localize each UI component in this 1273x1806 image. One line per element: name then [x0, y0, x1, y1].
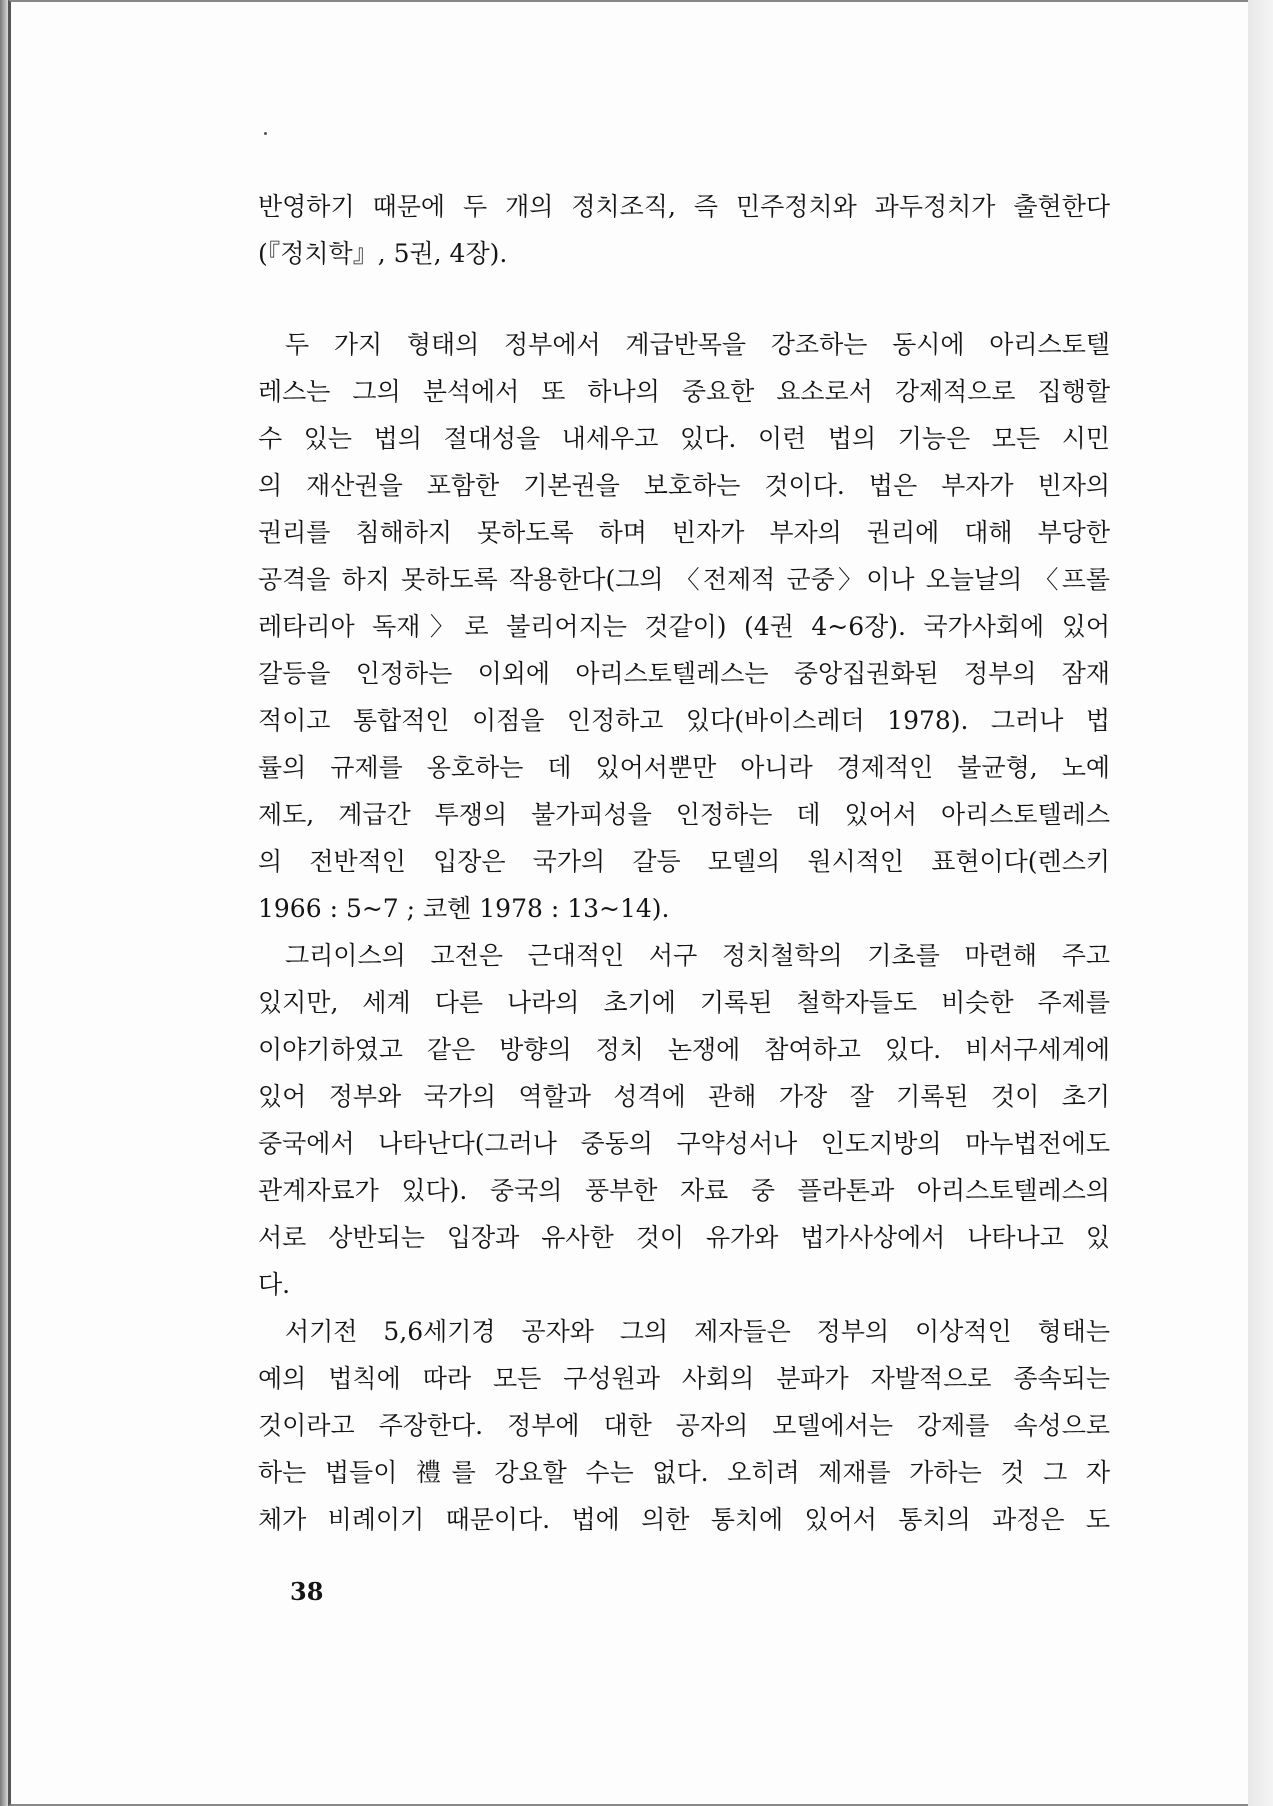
text-line: 하는 법들이 禮를 강요할 수는 없다. 오히려 제재를 가하는 것 그 자: [258, 1458, 1110, 1487]
paragraph-first-line: 서기전 5,6세기경 공자와 그의 제자들은 정부의 이상적인 형태는: [285, 1317, 1110, 1346]
text-line: 체가 비례이기 때문이다. 법에 의한 통치에 있어서 통치의 과정은 도: [258, 1505, 1110, 1534]
scan-speck: [264, 132, 267, 135]
text-line: 서로 상반되는 입장과 유사한 것이 유가와 법가사상에서 나타나고 있: [258, 1223, 1110, 1252]
paragraph-first-line: 두 가지 형태의 정부에서 계급반목을 강조하는 동시에 아리스토텔: [285, 330, 1110, 359]
text-line: 다.: [258, 1270, 291, 1299]
text-line: 갈등을 인정하는 이외에 아리스토텔레스는 중앙집권화된 정부의 잠재: [258, 659, 1110, 688]
text-line: 률의 규제를 옹호하는 데 있어서뿐만 아니라 경제적인 불균형, 노예: [258, 753, 1110, 782]
text-line: 의 재산권을 포함한 기본권을 보호하는 것이다. 법은 부자가 빈자의: [258, 471, 1110, 500]
text-line: 관계자료가 있다). 중국의 풍부한 자료 중 플라톤과 아리스토텔레스의: [258, 1176, 1110, 1205]
text-line: 반영하기 때문에 두 개의 정치조직, 즉 민주정치와 과두정치가 출현한다: [258, 192, 1110, 221]
text-line: 적이고 통합적인 이점을 인정하고 있다(바이스레더 1978). 그러나 법: [258, 706, 1110, 735]
intro-paragraph: [258, 183, 1110, 277]
page-right-margin: [1248, 0, 1273, 1806]
text-line: 1966 : 5~7 ; 코헨 1978 : 13~14).: [258, 894, 670, 923]
text-line: 수 있는 법의 절대성을 내세우고 있다. 이런 법의 기능은 모든 시민: [258, 424, 1110, 453]
text-line: 공격을 하지 못하도록 작용한다(그의 〈전제적 군중〉이나 오늘날의 〈프롤: [258, 565, 1110, 594]
text-line: 있어 정부와 국가의 역할과 성격에 관해 가장 잘 기록된 것이 초기: [258, 1082, 1110, 1111]
text-line: 레타리아 독재〉로 불리어지는 것같이) (4권 4~6장). 국가사회에 있어: [258, 612, 1110, 641]
text-line: 이야기하였고 같은 방향의 정치 논쟁에 참여하고 있다. 비서구세계에: [258, 1035, 1110, 1064]
text-line: 제도, 계급간 투쟁의 불가피성을 인정하는 데 있어서 아리스토텔레스: [258, 800, 1110, 829]
paragraph-first-line: 그리이스의 고전은 근대적인 서구 정치철학의 기초를 마련해 주고: [285, 941, 1110, 970]
body-text: [258, 321, 1110, 1543]
text-line: 것이라고 주장한다. 정부에 대한 공자의 모델에서는 강제를 속성으로: [258, 1411, 1110, 1440]
text-line: 있지만, 세계 다른 나라의 초기에 기록된 철학자들도 비슷한 주제를: [258, 988, 1110, 1017]
text-line: 레스는 그의 분석에서 또 하나의 중요한 요소로서 강제적으로 집행할: [258, 377, 1110, 406]
text-line: 권리를 침해하지 못하도록 하며 빈자가 부자의 권리에 대해 부당한: [258, 518, 1110, 547]
page-left-shadow: [0, 0, 8, 1806]
text-line: 의 전반적인 입장은 국가의 갈등 모델의 원시적인 표현이다(렌스키: [258, 847, 1110, 876]
text-line: 중국에서 나타난다(그러나 중동의 구약성서나 인도지방의 마누법전에도: [258, 1129, 1110, 1158]
text-line: (『정치학』, 5권, 4장).: [258, 239, 508, 268]
page-number: 38: [290, 1577, 324, 1606]
text-line: 예의 법칙에 따라 모든 구성원과 사회의 분파가 자발적으로 종속되는: [258, 1364, 1110, 1393]
